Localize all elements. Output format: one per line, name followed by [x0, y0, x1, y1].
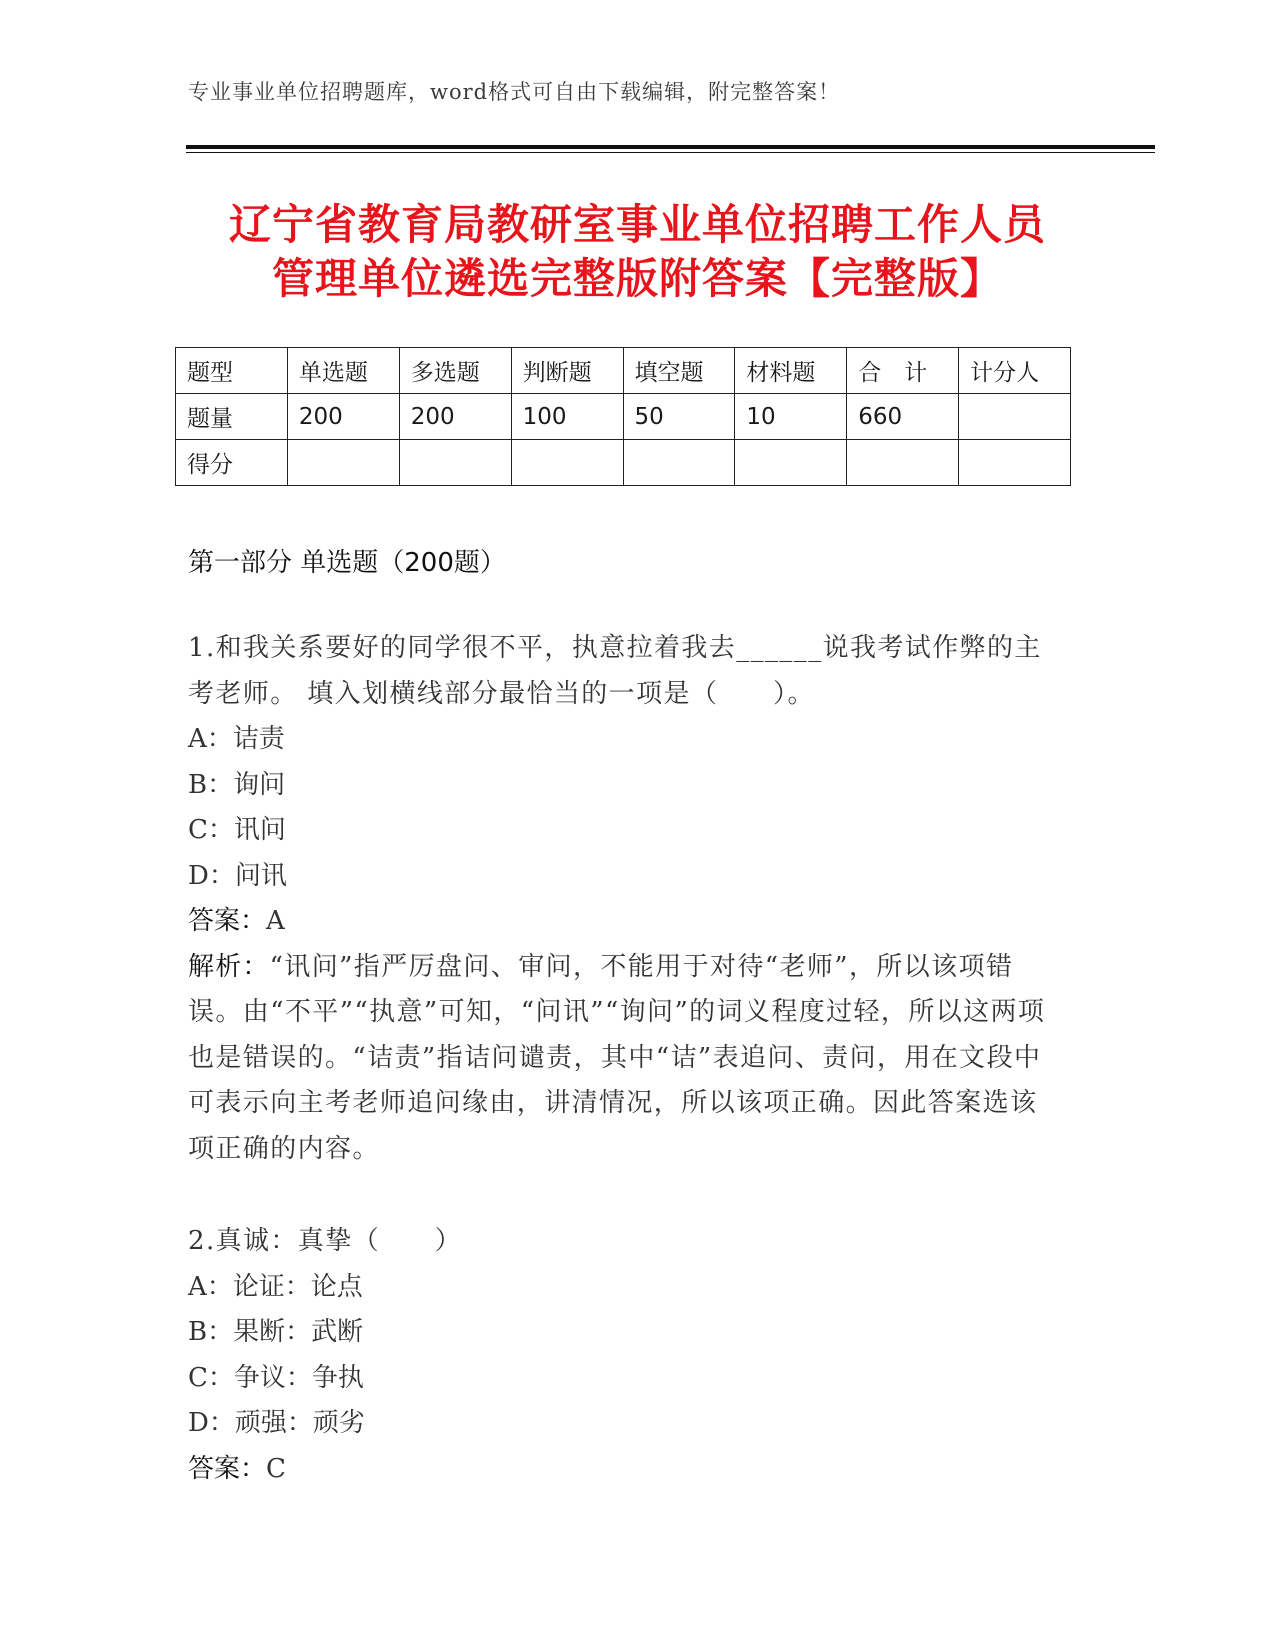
question-2 — [188, 1219, 1058, 1492]
header-rule-thick — [186, 145, 1155, 149]
table-cell — [735, 440, 847, 486]
header-cell: 题型 — [176, 348, 288, 394]
header-cell: 多选题 — [399, 348, 511, 394]
score-table-header-row — [176, 348, 1071, 394]
answer-line — [188, 1447, 1058, 1493]
table-cell — [287, 440, 399, 486]
header-cell: 单选题 — [287, 348, 399, 394]
header-rule-thin — [186, 152, 1155, 153]
header-cell: 材料题 — [735, 348, 847, 394]
table-cell: 200 — [287, 394, 399, 440]
score-table-row-score — [176, 440, 1071, 486]
table-cell: 题量 — [176, 394, 288, 440]
analysis — [188, 945, 1058, 1173]
header-cell: 计分人 — [959, 348, 1071, 394]
table-cell: 得分 — [176, 440, 288, 486]
answer-label: 答案： — [188, 1453, 267, 1484]
option-c: C：讯问 — [188, 815, 286, 845]
table-cell — [847, 440, 959, 486]
answer-label: 答案： — [188, 906, 267, 936]
section-heading: 第一部分 单选题（200题） — [188, 548, 506, 578]
header-cell: 填空题 — [623, 348, 735, 394]
header-cell: 合 计 — [847, 348, 959, 394]
table-cell — [959, 394, 1071, 440]
option-a: A：论证：论点 — [188, 1271, 363, 1302]
table-cell: 100 — [511, 394, 623, 440]
answer-value: A — [266, 906, 285, 936]
option-b: B：询问 — [188, 769, 286, 800]
option-d: D：顽强：顽劣 — [188, 1408, 365, 1438]
table-cell: 660 — [847, 394, 959, 440]
title-line-2: 管理单位遴选完整版附答案【完整版】 — [271, 254, 1003, 303]
question-1 — [188, 626, 1058, 1172]
header-note: 专业事业单位招聘题库，word格式可自由下载编辑，附完整答案！ — [188, 80, 841, 104]
table-cell — [959, 440, 1071, 486]
question-text: 2.真诚：真挚（ ） — [188, 1226, 463, 1256]
table-cell — [399, 440, 511, 486]
table-cell — [623, 440, 735, 486]
score-table — [175, 347, 1071, 486]
header-cell: 判断题 — [511, 348, 623, 394]
title-line-1: 辽宁省教育局教研室事业单位招聘工作人员 — [228, 200, 1046, 249]
option-a: A：诘责 — [188, 724, 285, 754]
table-cell: 200 — [399, 394, 511, 440]
table-cell: 10 — [735, 394, 847, 440]
score-table-row-count — [176, 394, 1071, 440]
analysis-text: “讯问”指严厉盘问、审问，不能用于对待“老师”，所以该项错误。由“不平”“执意”可知，“问讯”“询问”的词义程度过轻，所以这两项也是错误的。“诘责”指诘问谴责，其中“诘”表追问、责问，用在文段中可表示向主考老师追问缘由，讲清情况，所以该项正确。因此答案选该项正确的内容。 — [188, 951, 1046, 1164]
question-text: 1.和我关系要好的同学很不平，执意拉着我去______说我考试作弊的主考老师。 填入划横线部分最恰当的一项是（ ）。 — [188, 633, 1042, 709]
answer-value: C — [266, 1453, 286, 1484]
analysis-label: 解析： — [188, 951, 270, 982]
table-cell: 50 — [623, 394, 735, 440]
option-b: B：果断：武断 — [188, 1317, 364, 1347]
option-d: D：问讯 — [188, 860, 287, 891]
answer-line — [188, 899, 1058, 945]
option-c: C：争议：争执 — [188, 1362, 364, 1393]
document-title — [160, 198, 1115, 306]
table-cell — [511, 440, 623, 486]
